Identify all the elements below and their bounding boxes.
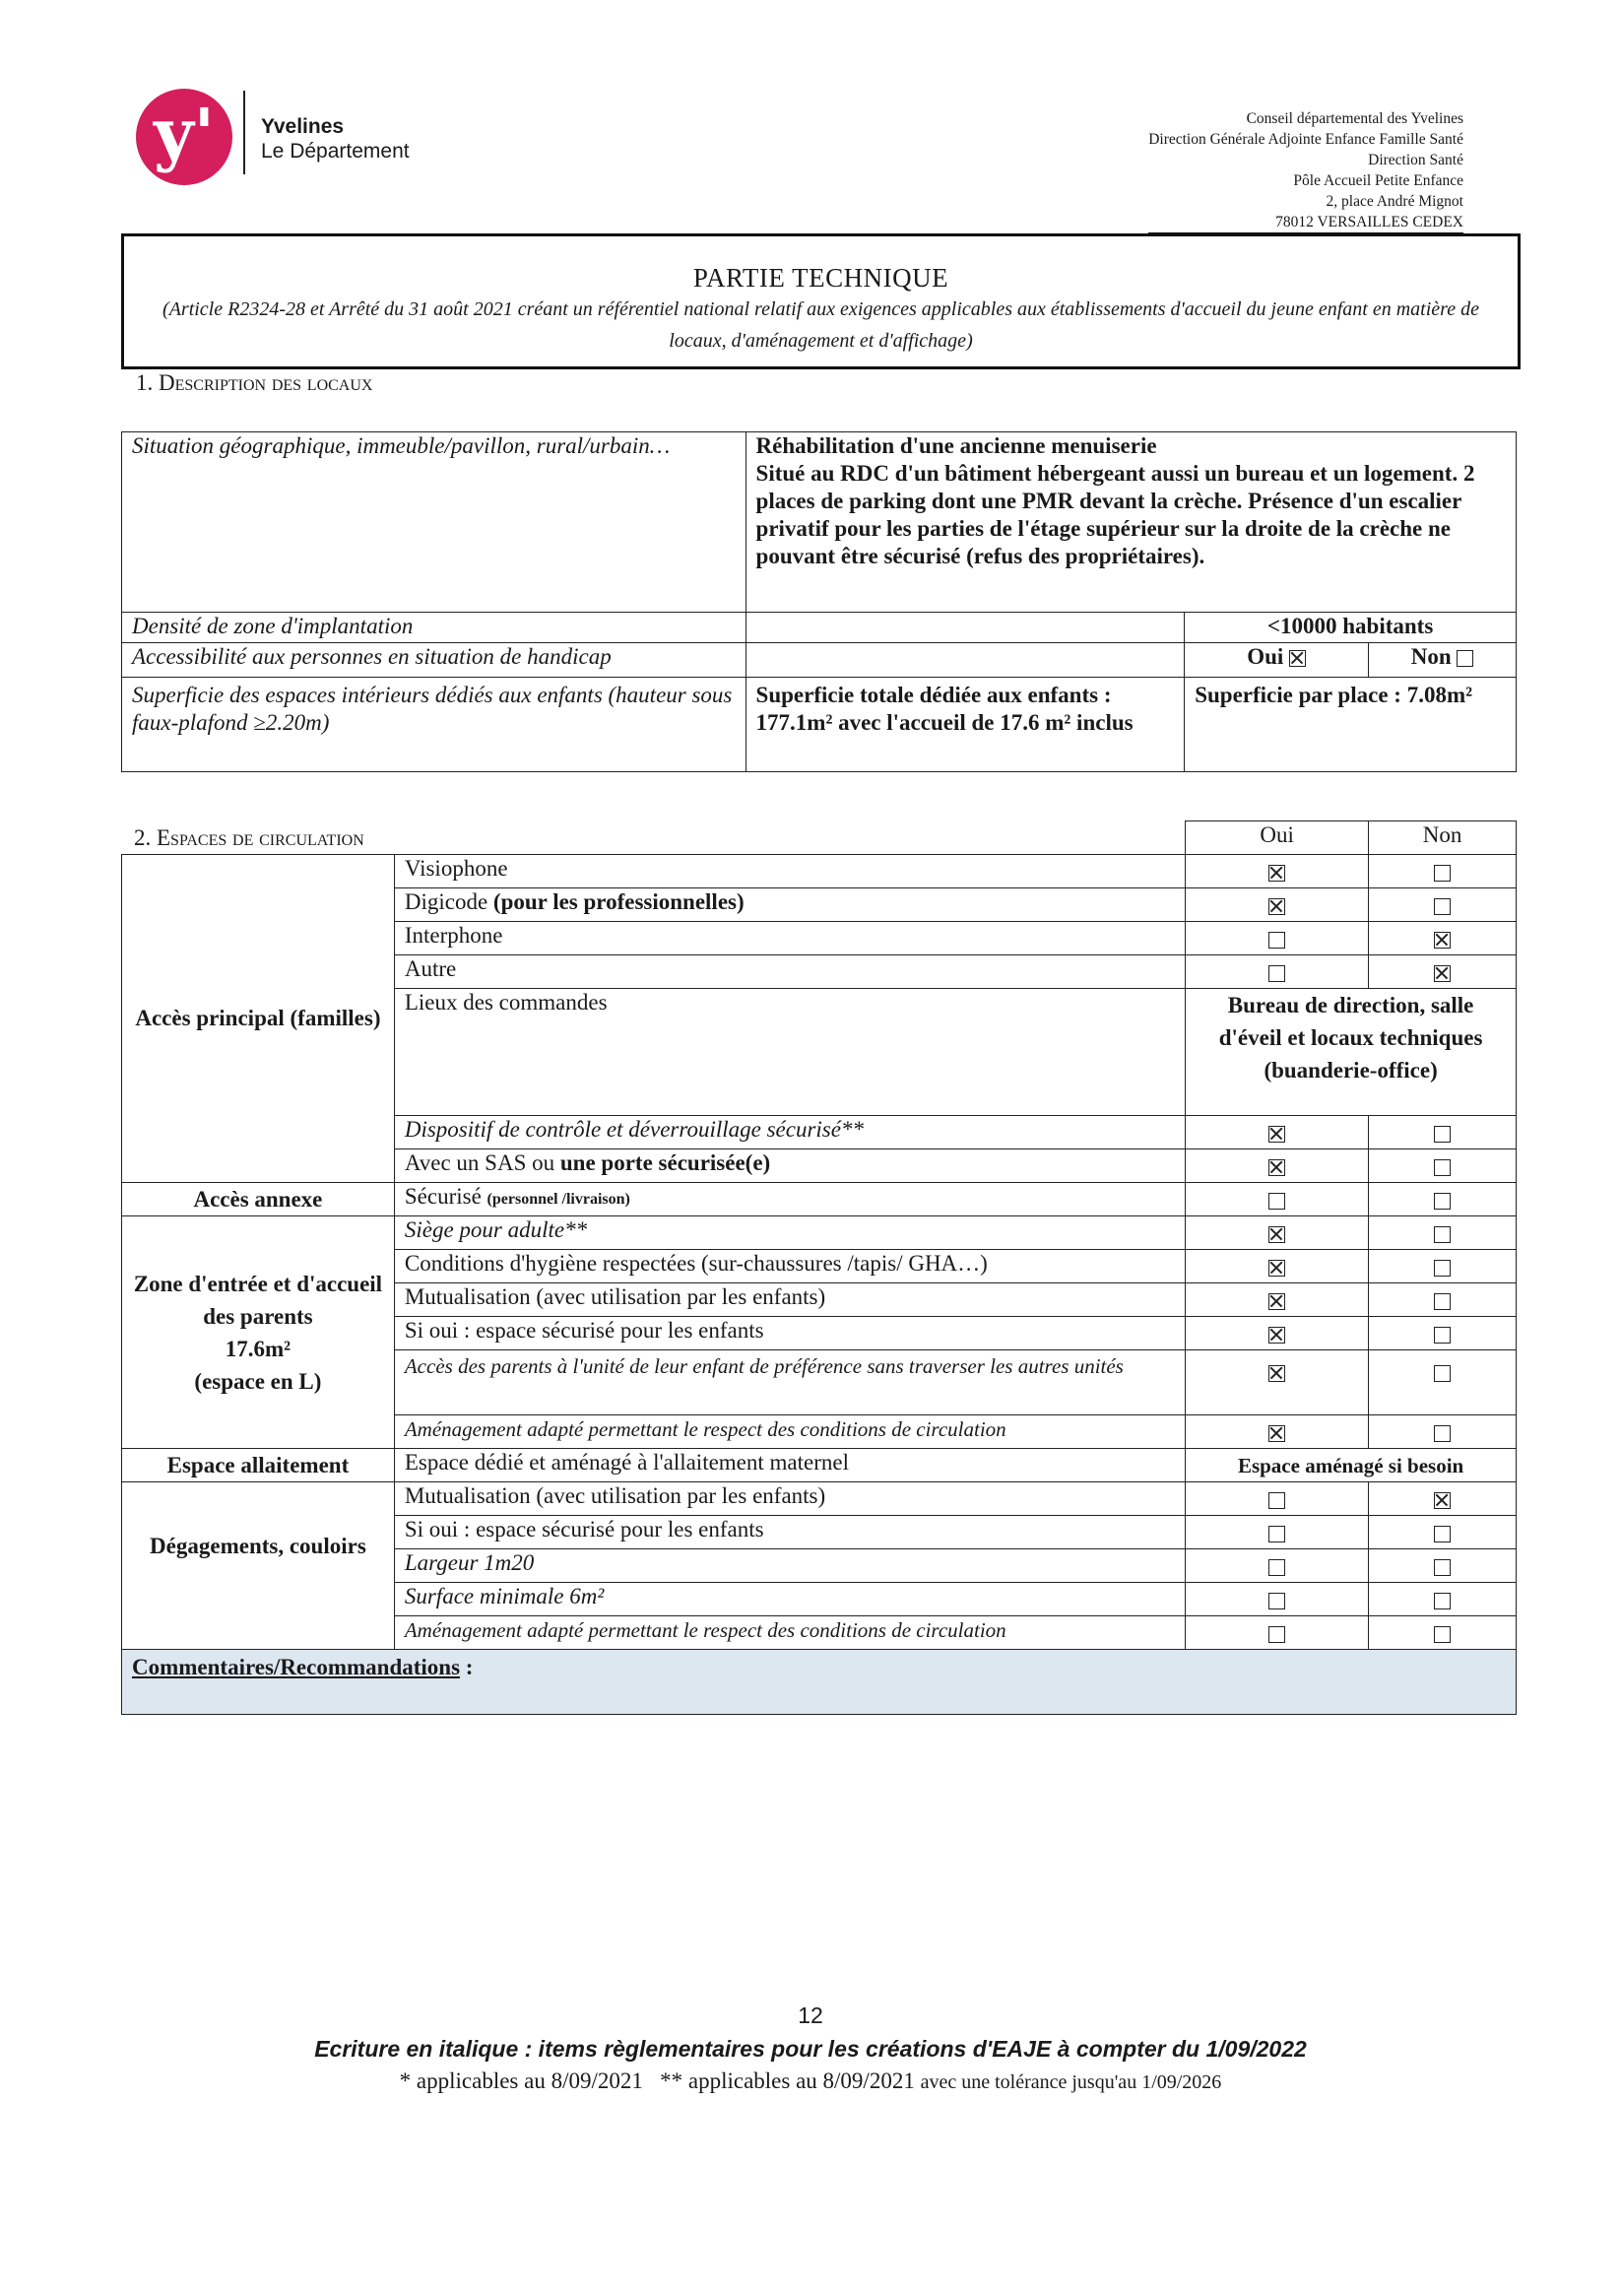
oui-cell (1186, 955, 1369, 989)
oui-cell (1186, 1350, 1369, 1415)
oui-cell (1186, 1149, 1369, 1183)
checked-box-icon[interactable] (1268, 1327, 1285, 1344)
row-label: Dispositif de contrôle et déverrouillage sécurisé** (394, 1116, 1185, 1149)
circulation-table (121, 820, 1517, 1715)
non-cell (1369, 1283, 1517, 1317)
row-label: Mutualisation (avec utilisation par les enfants) (394, 1482, 1185, 1516)
checked-box-icon[interactable] (1268, 1226, 1285, 1243)
oui-cell (1186, 922, 1369, 955)
group-acces-principal: Accès principal (familles) (122, 855, 395, 1183)
section-number: 1. (136, 370, 154, 395)
unchecked-box-icon[interactable] (1434, 1425, 1451, 1442)
row-label: Espace dédié et aménagé à l'allaitement maternel (394, 1449, 1185, 1482)
unchecked-box-icon[interactable] (1268, 1193, 1285, 1210)
empty-cell (122, 821, 395, 855)
checked-box-icon[interactable] (1268, 1425, 1285, 1442)
unchecked-box-icon[interactable] (1434, 1593, 1451, 1609)
densite-value: <10000 habitants (1185, 613, 1517, 643)
legend-single-star: * applicables au 8/09/2021 (399, 2068, 643, 2093)
oui-cell (1186, 1583, 1369, 1616)
accessibilite-oui (1185, 643, 1369, 678)
situation-line: Réhabilitation d'une ancienne menuiserie (755, 433, 1157, 458)
row-label (394, 1183, 1185, 1216)
non-cell (1369, 1616, 1517, 1650)
superficie-total: Superficie totale dédiée aux enfants : 177.1m² avec l'accueil de 17.6 m² inclus (746, 678, 1185, 772)
unchecked-box-icon[interactable] (1268, 1593, 1285, 1609)
unchecked-box-icon[interactable] (1434, 1126, 1451, 1143)
unchecked-box-icon[interactable] (1268, 965, 1285, 982)
col-oui-header: Oui (1186, 821, 1369, 855)
section1-heading (136, 370, 372, 396)
commandes-value: Bureau de direction, salle d'éveil et locaux techniques (buanderie-office) (1186, 989, 1517, 1116)
accessibilite-non (1369, 643, 1517, 678)
group-acces-annexe: Accès annexe (122, 1183, 395, 1216)
oui-cell (1186, 1317, 1369, 1350)
checked-box-icon[interactable] (1268, 898, 1285, 915)
address-line: Direction Santé (1368, 152, 1463, 168)
situation-line: Situé au RDC d'un bâtiment hébergeant aussi un bureau et un logement. 2 places de parking dont une PMR devant la crèche. Présence d'un escalier privatif pour les parties de l'étage supérieur sur la droite de la crèche ne pouvant être sécurisé (refus des propriétaires). (755, 461, 1475, 568)
superficie-place: Superficie par place : 7.08m² (1185, 678, 1517, 772)
non-cell (1369, 1183, 1517, 1216)
unchecked-box-icon[interactable] (1434, 1526, 1451, 1542)
comments-label: Commentaires/Recommandations (132, 1655, 461, 1679)
checked-box-icon[interactable] (1268, 865, 1285, 882)
address-line: Pôle Accueil Petite Enfance (1293, 172, 1463, 189)
sas-label: Avec un SAS ou (404, 1150, 555, 1175)
address-block (1148, 108, 1463, 234)
footer-note: Ecriture en italique : items règlementaires pour les créations d'EAJE à compter du 1/09/2022 (314, 2036, 1307, 2062)
checked-box-icon[interactable] (1268, 1260, 1285, 1277)
unchecked-box-icon[interactable] (1434, 1193, 1451, 1210)
checked-box-icon[interactable] (1434, 932, 1451, 949)
unchecked-box-icon[interactable] (1434, 1559, 1451, 1576)
non-cell (1369, 1482, 1517, 1516)
row-label: Mutualisation (avec utilisation par les enfants) (394, 1283, 1185, 1317)
non-cell (1369, 922, 1517, 955)
oui-cell (1186, 1216, 1369, 1250)
non-cell (1369, 1516, 1517, 1549)
non-label: Non (1410, 644, 1452, 669)
page-number: 12 (798, 2002, 823, 2028)
oui-cell (1186, 1116, 1369, 1149)
oui-cell (1186, 888, 1369, 922)
superficie-label: Superficie des espaces intérieurs dédiés aux enfants (hauteur sous faux-plafond ≥2.20m) (122, 678, 746, 772)
oui-cell (1186, 1183, 1369, 1216)
logo-subtitle: Le Département (261, 140, 410, 163)
row-label: Conditions d'hygiène respectées (sur-chaussures /tapis/ GHA…) (394, 1250, 1185, 1283)
row-label: Aménagement adapté permettant le respect des conditions de circulation (394, 1616, 1185, 1650)
row-label: Accès des parents à l'unité de leur enfant de préférence sans traverser les autres unités (394, 1350, 1185, 1415)
oui-cell (1186, 1516, 1369, 1549)
oui-label: Oui (1247, 644, 1284, 669)
address-line: 2, place André Mignot (1326, 193, 1463, 210)
address-line: 78012 VERSAILLES CEDEX (1148, 212, 1463, 234)
non-cell (1369, 1415, 1517, 1449)
non-cell (1369, 1116, 1517, 1149)
comments-suffix: : (460, 1655, 474, 1679)
non-cell (1369, 888, 1517, 922)
yvelines-logo: y' (136, 89, 232, 185)
allaitement-value: Espace aménagé si besoin (1186, 1449, 1517, 1482)
non-cell (1369, 955, 1517, 989)
checked-box-icon[interactable] (1434, 965, 1451, 982)
digicode-label: Digicode (404, 889, 488, 914)
group-degagements: Dégagements, couloirs (122, 1482, 395, 1650)
col-non-header: Non (1369, 821, 1517, 855)
unchecked-box-icon[interactable] (1434, 1260, 1451, 1277)
zone-title: Zone d'entrée et d'accueil des parents (133, 1271, 383, 1329)
row-label: Visiophone (394, 855, 1185, 888)
title-box (121, 233, 1521, 369)
legend-double-star: ** applicables au 8/09/2021 (660, 2068, 915, 2093)
digicode-label-bold: (pour les professionnelles) (492, 889, 745, 914)
unchecked-box-icon[interactable] (1268, 1559, 1285, 1576)
oui-cell (1186, 1250, 1369, 1283)
row-label (394, 1149, 1185, 1183)
oui-cell (1186, 1616, 1369, 1650)
unchecked-box-icon[interactable] (1434, 898, 1451, 915)
oui-cell (1186, 1482, 1369, 1516)
checked-box-icon[interactable] (1268, 1293, 1285, 1310)
non-cell (1369, 1317, 1517, 1350)
non-cell (1369, 1216, 1517, 1250)
oui-cell (1186, 1283, 1369, 1317)
group-zone-entree (122, 1216, 395, 1449)
row-label: Surface minimale 6m² (394, 1583, 1185, 1616)
row-label: Si oui : espace sécurisé pour les enfants (394, 1317, 1185, 1350)
checked-box-icon[interactable] (1268, 1365, 1285, 1382)
section-label: Espaces de circulation (157, 825, 364, 850)
non-cell (1369, 1350, 1517, 1415)
unchecked-box-icon[interactable] (1434, 865, 1451, 882)
densite-label: Densité de zone d'implantation (122, 613, 746, 643)
row-label: Autre (394, 955, 1185, 989)
row-label: Siège pour adulte** (394, 1216, 1185, 1250)
situation-value (746, 432, 1516, 613)
unchecked-box-icon[interactable] (1434, 1293, 1451, 1310)
logo-divider (243, 91, 245, 174)
empty-cell (746, 643, 1185, 678)
legend-tolerance: avec une tolérance jusqu'au 1/09/2026 (920, 2071, 1222, 2093)
accessibilite-label: Accessibilité aux personnes en situation de handicap (122, 643, 746, 678)
checked-box-icon[interactable] (1268, 1126, 1285, 1143)
situation-label: Situation géographique, immeuble/pavillon, rural/urbain… (122, 432, 746, 613)
unchecked-box-icon[interactable] (1268, 932, 1285, 949)
non-cell (1369, 1250, 1517, 1283)
section-number: 2. (134, 825, 152, 850)
row-label: Si oui : espace sécurisé pour les enfants (394, 1516, 1185, 1549)
unchecked-box-icon[interactable] (1434, 1365, 1451, 1382)
checked-box-icon[interactable] (1268, 1159, 1285, 1176)
logo-title: Yvelines (261, 115, 345, 138)
empty-cell (746, 613, 1185, 643)
unchecked-box-icon[interactable] (1434, 1159, 1451, 1176)
row-label: Interphone (394, 922, 1185, 955)
row-label: Aménagement adapté permettant le respect des conditions de circulation (394, 1415, 1185, 1449)
securise-note: (personnel /livraison) (486, 1191, 630, 1208)
non-cell (1369, 855, 1517, 888)
unchecked-box-icon[interactable] (1268, 1526, 1285, 1542)
unchecked-box-icon[interactable] (1268, 1626, 1285, 1643)
row-label: Lieux des commandes (394, 989, 1185, 1116)
locaux-table (121, 431, 1517, 772)
securise-label: Sécurisé (404, 1184, 482, 1209)
footer-legend (0, 2068, 1621, 2094)
group-espace-allaitement: Espace allaitement (122, 1449, 395, 1482)
zone-shape: (espace en L) (194, 1368, 322, 1394)
address-line: Direction Générale Adjointe Enfance Famille Santé (1148, 131, 1463, 148)
row-label (394, 888, 1185, 922)
checked-box-icon[interactable] (1434, 1492, 1451, 1509)
page-subtitle: (Article R2324-28 et Arrêté du 31 août 2021 créant un référentiel national relatif aux exigences applicables aux établissements d'accueil du jeune enfant en matière de locaux, d'aménagement et d'affichage) (162, 298, 1479, 352)
non-cell (1369, 1583, 1517, 1616)
unchecked-box-icon[interactable] (1268, 1492, 1285, 1509)
comments-field[interactable] (122, 1650, 1517, 1715)
unchecked-box-icon[interactable] (1457, 650, 1473, 667)
unchecked-box-icon[interactable] (1434, 1626, 1451, 1643)
oui-cell (1186, 855, 1369, 888)
unchecked-box-icon[interactable] (1434, 1226, 1451, 1243)
non-cell (1369, 1549, 1517, 1583)
oui-cell (1186, 1549, 1369, 1583)
unchecked-box-icon[interactable] (1434, 1327, 1451, 1344)
zone-area: 17.6m² (225, 1336, 292, 1361)
empty-cell (394, 821, 1185, 855)
row-label: Largeur 1m20 (394, 1549, 1185, 1583)
address-line: Conseil départemental des Yvelines (1246, 110, 1463, 127)
checked-box-icon[interactable] (1289, 650, 1306, 667)
section-label: Description des locaux (159, 370, 373, 395)
oui-cell (1186, 1415, 1369, 1449)
page-title: PARTIE TECHNIQUE (692, 263, 949, 293)
non-cell (1369, 1149, 1517, 1183)
sas-label-bold: une porte sécurisée(e) (559, 1150, 771, 1175)
